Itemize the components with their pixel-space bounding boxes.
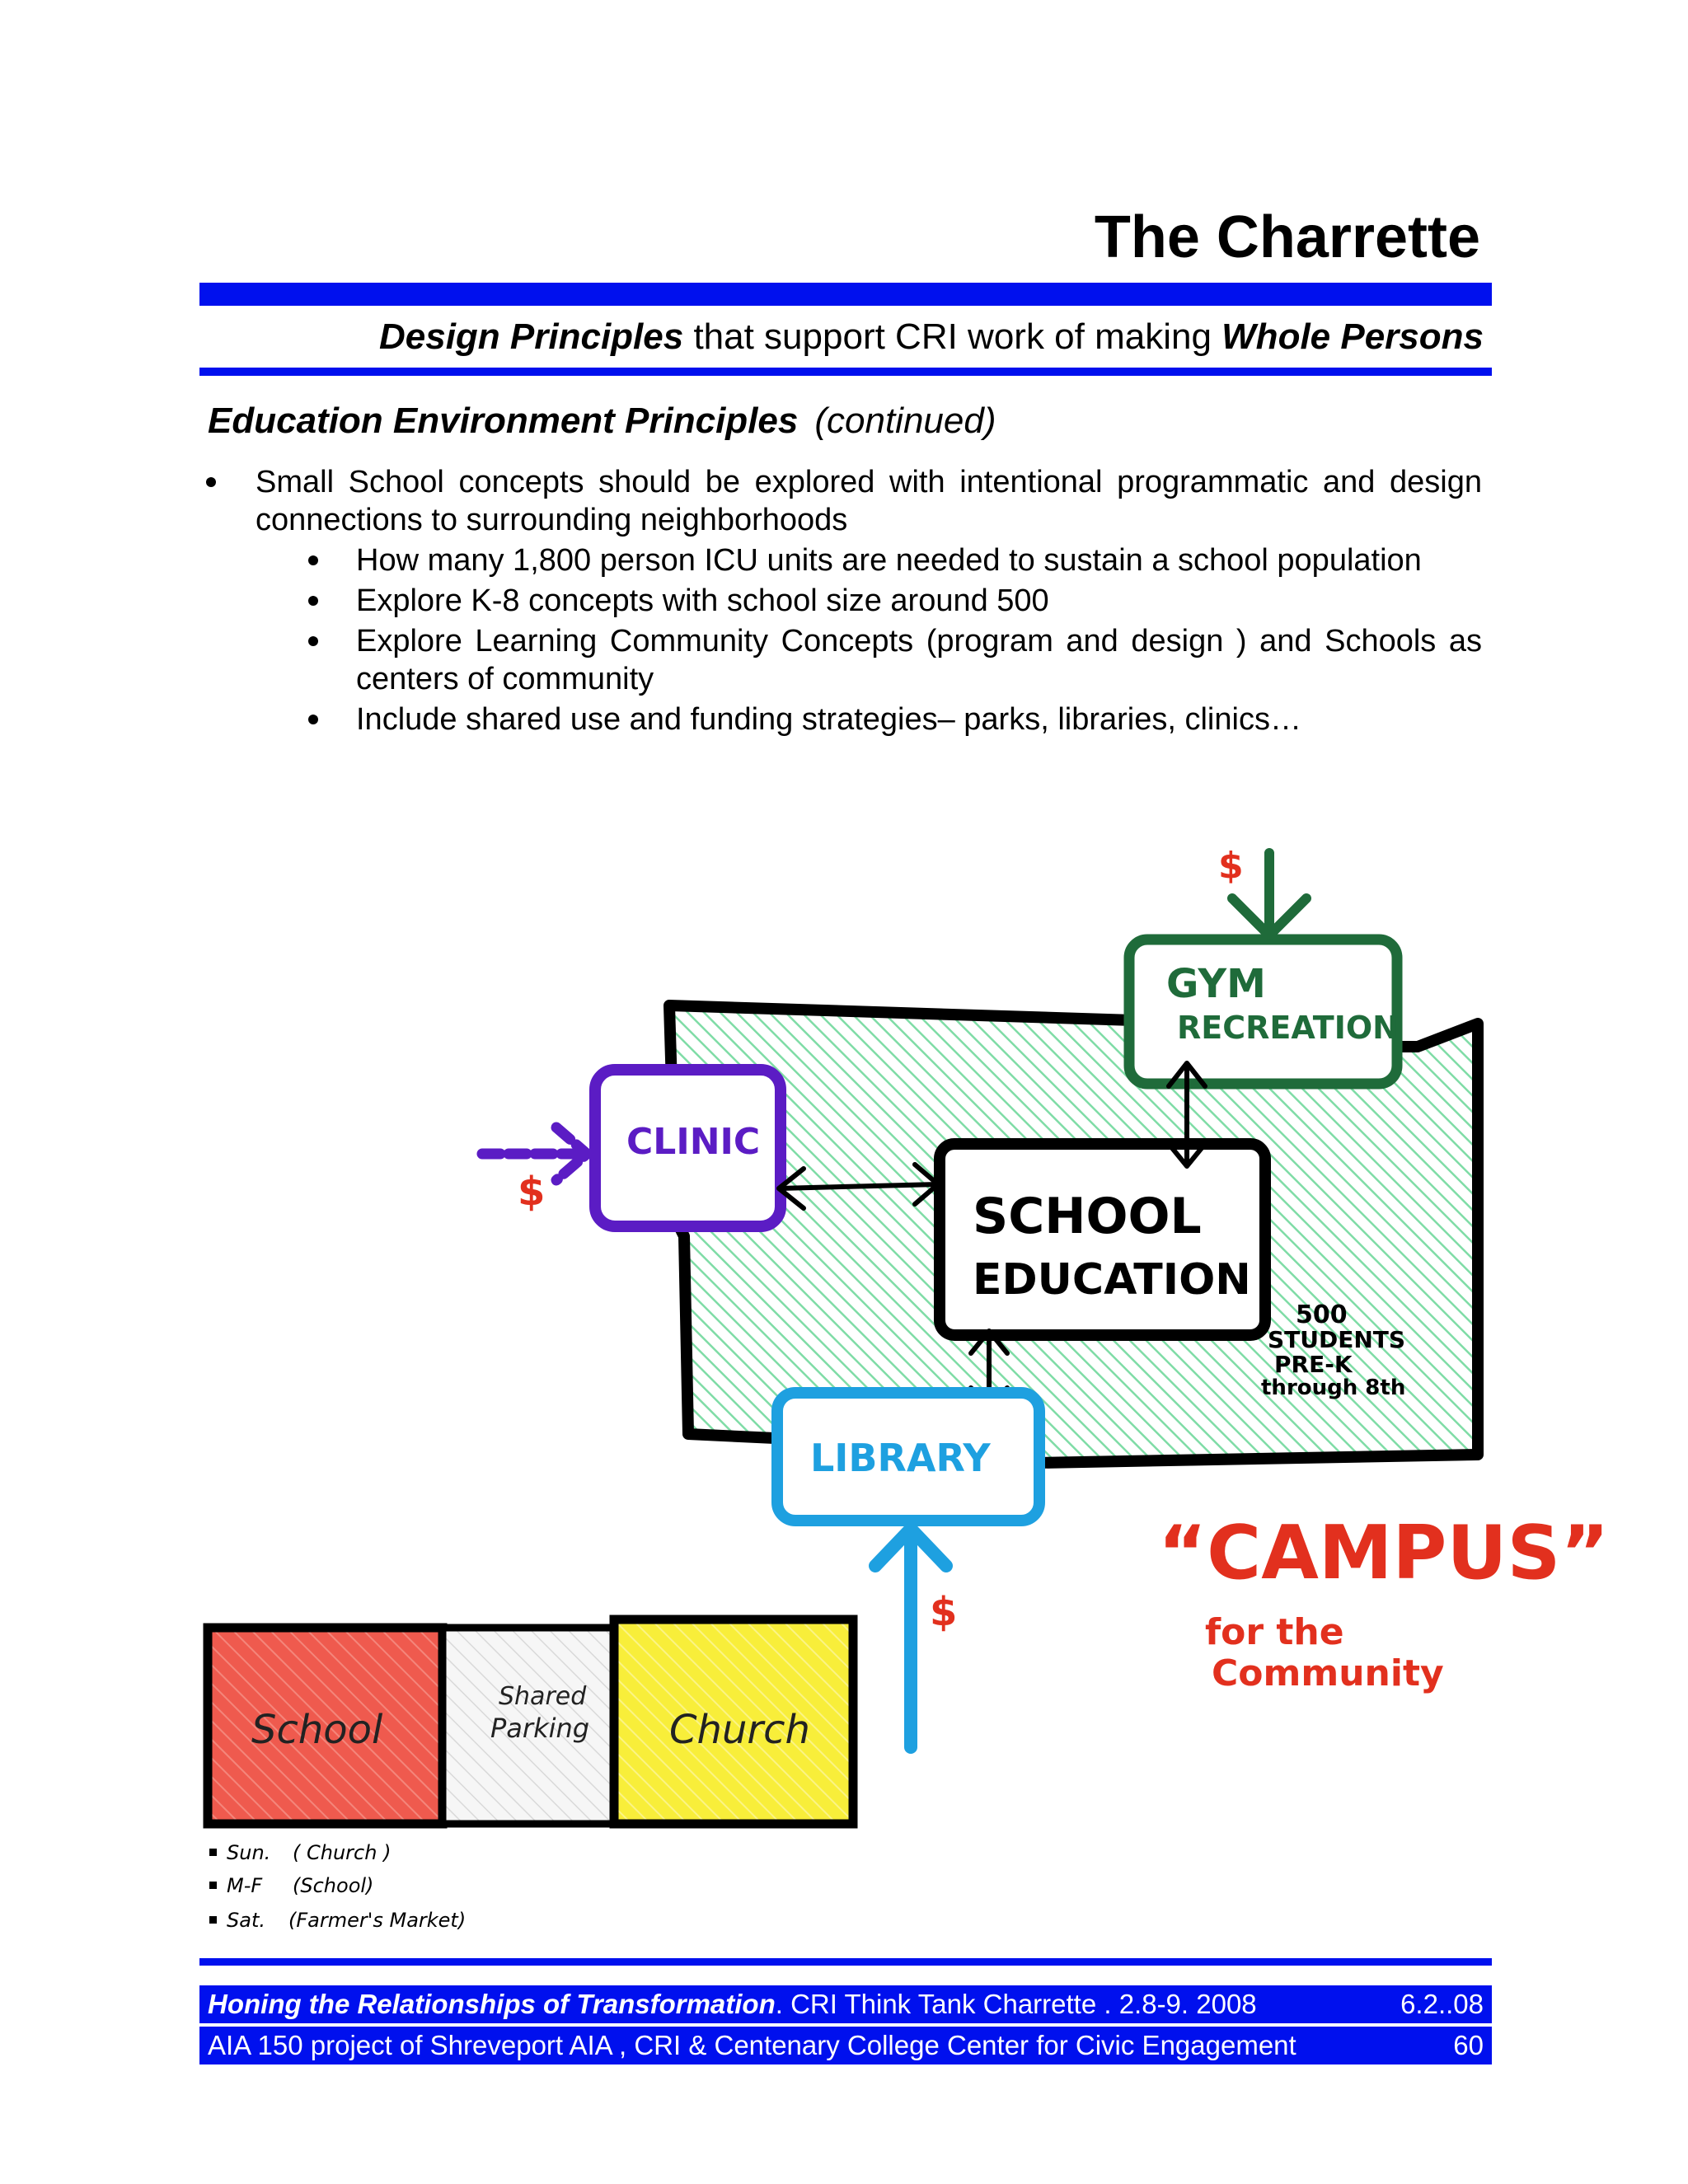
footer-title: Honing the Relationships of Transformation [208, 1989, 776, 2019]
subtitle-emphasis-2: Whole Persons [1221, 316, 1484, 357]
school-block-label: School [251, 1707, 383, 1753]
gym-label-2: RECREATION [1177, 1010, 1399, 1046]
students-grade: PRE-K [1274, 1351, 1353, 1378]
legend-sat-day: Sat. [227, 1909, 265, 1932]
library-dollar: $ [930, 1589, 958, 1635]
footer-rule [199, 1958, 1492, 1966]
page-number: 60 [1453, 2030, 1484, 2060]
library-label: LIBRARY [810, 1436, 991, 1480]
section-heading-title: Education Environment Principles [208, 401, 799, 441]
legend-mf-use: (School) [293, 1874, 374, 1897]
list-item-text: Explore K-8 concepts with school size around 500 [356, 583, 1049, 618]
education-label: EDUCATION [973, 1255, 1251, 1305]
clinic-dollar: $ [518, 1169, 546, 1215]
legend-bullet-icon [209, 1916, 217, 1924]
legend-bullet-icon [209, 1882, 217, 1889]
list-item-text: Explore Learning Community Concepts (program and design ) and Schools as centers of community [356, 624, 1482, 696]
school-label: SCHOOL [973, 1188, 1202, 1245]
footer-event: . CRI Think Tank Charrette . 2.8-9. 2008 [775, 1989, 1257, 2019]
community-label: Community [1212, 1652, 1444, 1694]
footer-row-2 [199, 2027, 1492, 2064]
footer-credits: AIA 150 project of Shreveport AIA , CRI & Centenary College Center for Civic Engagement [208, 2030, 1296, 2060]
list-item-text: Small School concepts should be explored with intentional programmatic and design connections to surrounding neighborhoods [256, 465, 1482, 537]
legend-sat-use: (Farmer's Market) [288, 1909, 467, 1932]
legend-sun-use: ( Church ) [293, 1841, 392, 1864]
campus-label: “CAMPUS” [1158, 1510, 1610, 1596]
subtitle-text: that support CRI work of making [683, 316, 1222, 357]
students-range: through 8th [1261, 1376, 1406, 1400]
page-title: The Charrette [1094, 204, 1480, 270]
library-arrow-icon [875, 1529, 946, 1747]
legend-mf-day: M-F [227, 1874, 263, 1897]
church-block-label: Church [669, 1707, 810, 1753]
shared-label-1: Shared [499, 1682, 587, 1711]
footer-row-1-left [208, 1985, 1257, 2023]
legend-sun-day: Sun. [227, 1841, 271, 1864]
list-item-text: Include shared use and funding strategies– parks, libraries, clinics… [356, 702, 1301, 737]
shared-label-2: Parking [490, 1713, 590, 1744]
footer-row-1 [199, 1985, 1492, 2023]
list-item-text: How many 1,800 person ICU units are needed to sustain a school population [356, 543, 1422, 578]
gym-dollar: $ [1218, 845, 1244, 887]
section-heading-continued: (continued) [814, 401, 996, 441]
subtitle-emphasis-1: Design Principles [378, 316, 684, 357]
students-count: 500 [1296, 1301, 1348, 1329]
legend-bullet-icon [209, 1849, 217, 1856]
students-label: STUDENTS [1268, 1326, 1406, 1353]
footer-date: 6.2..08 [1400, 1989, 1484, 2019]
clinic-label: CLINIC [626, 1121, 761, 1163]
gym-label: GYM [1166, 961, 1266, 1007]
for-the-label: for the [1205, 1611, 1344, 1653]
